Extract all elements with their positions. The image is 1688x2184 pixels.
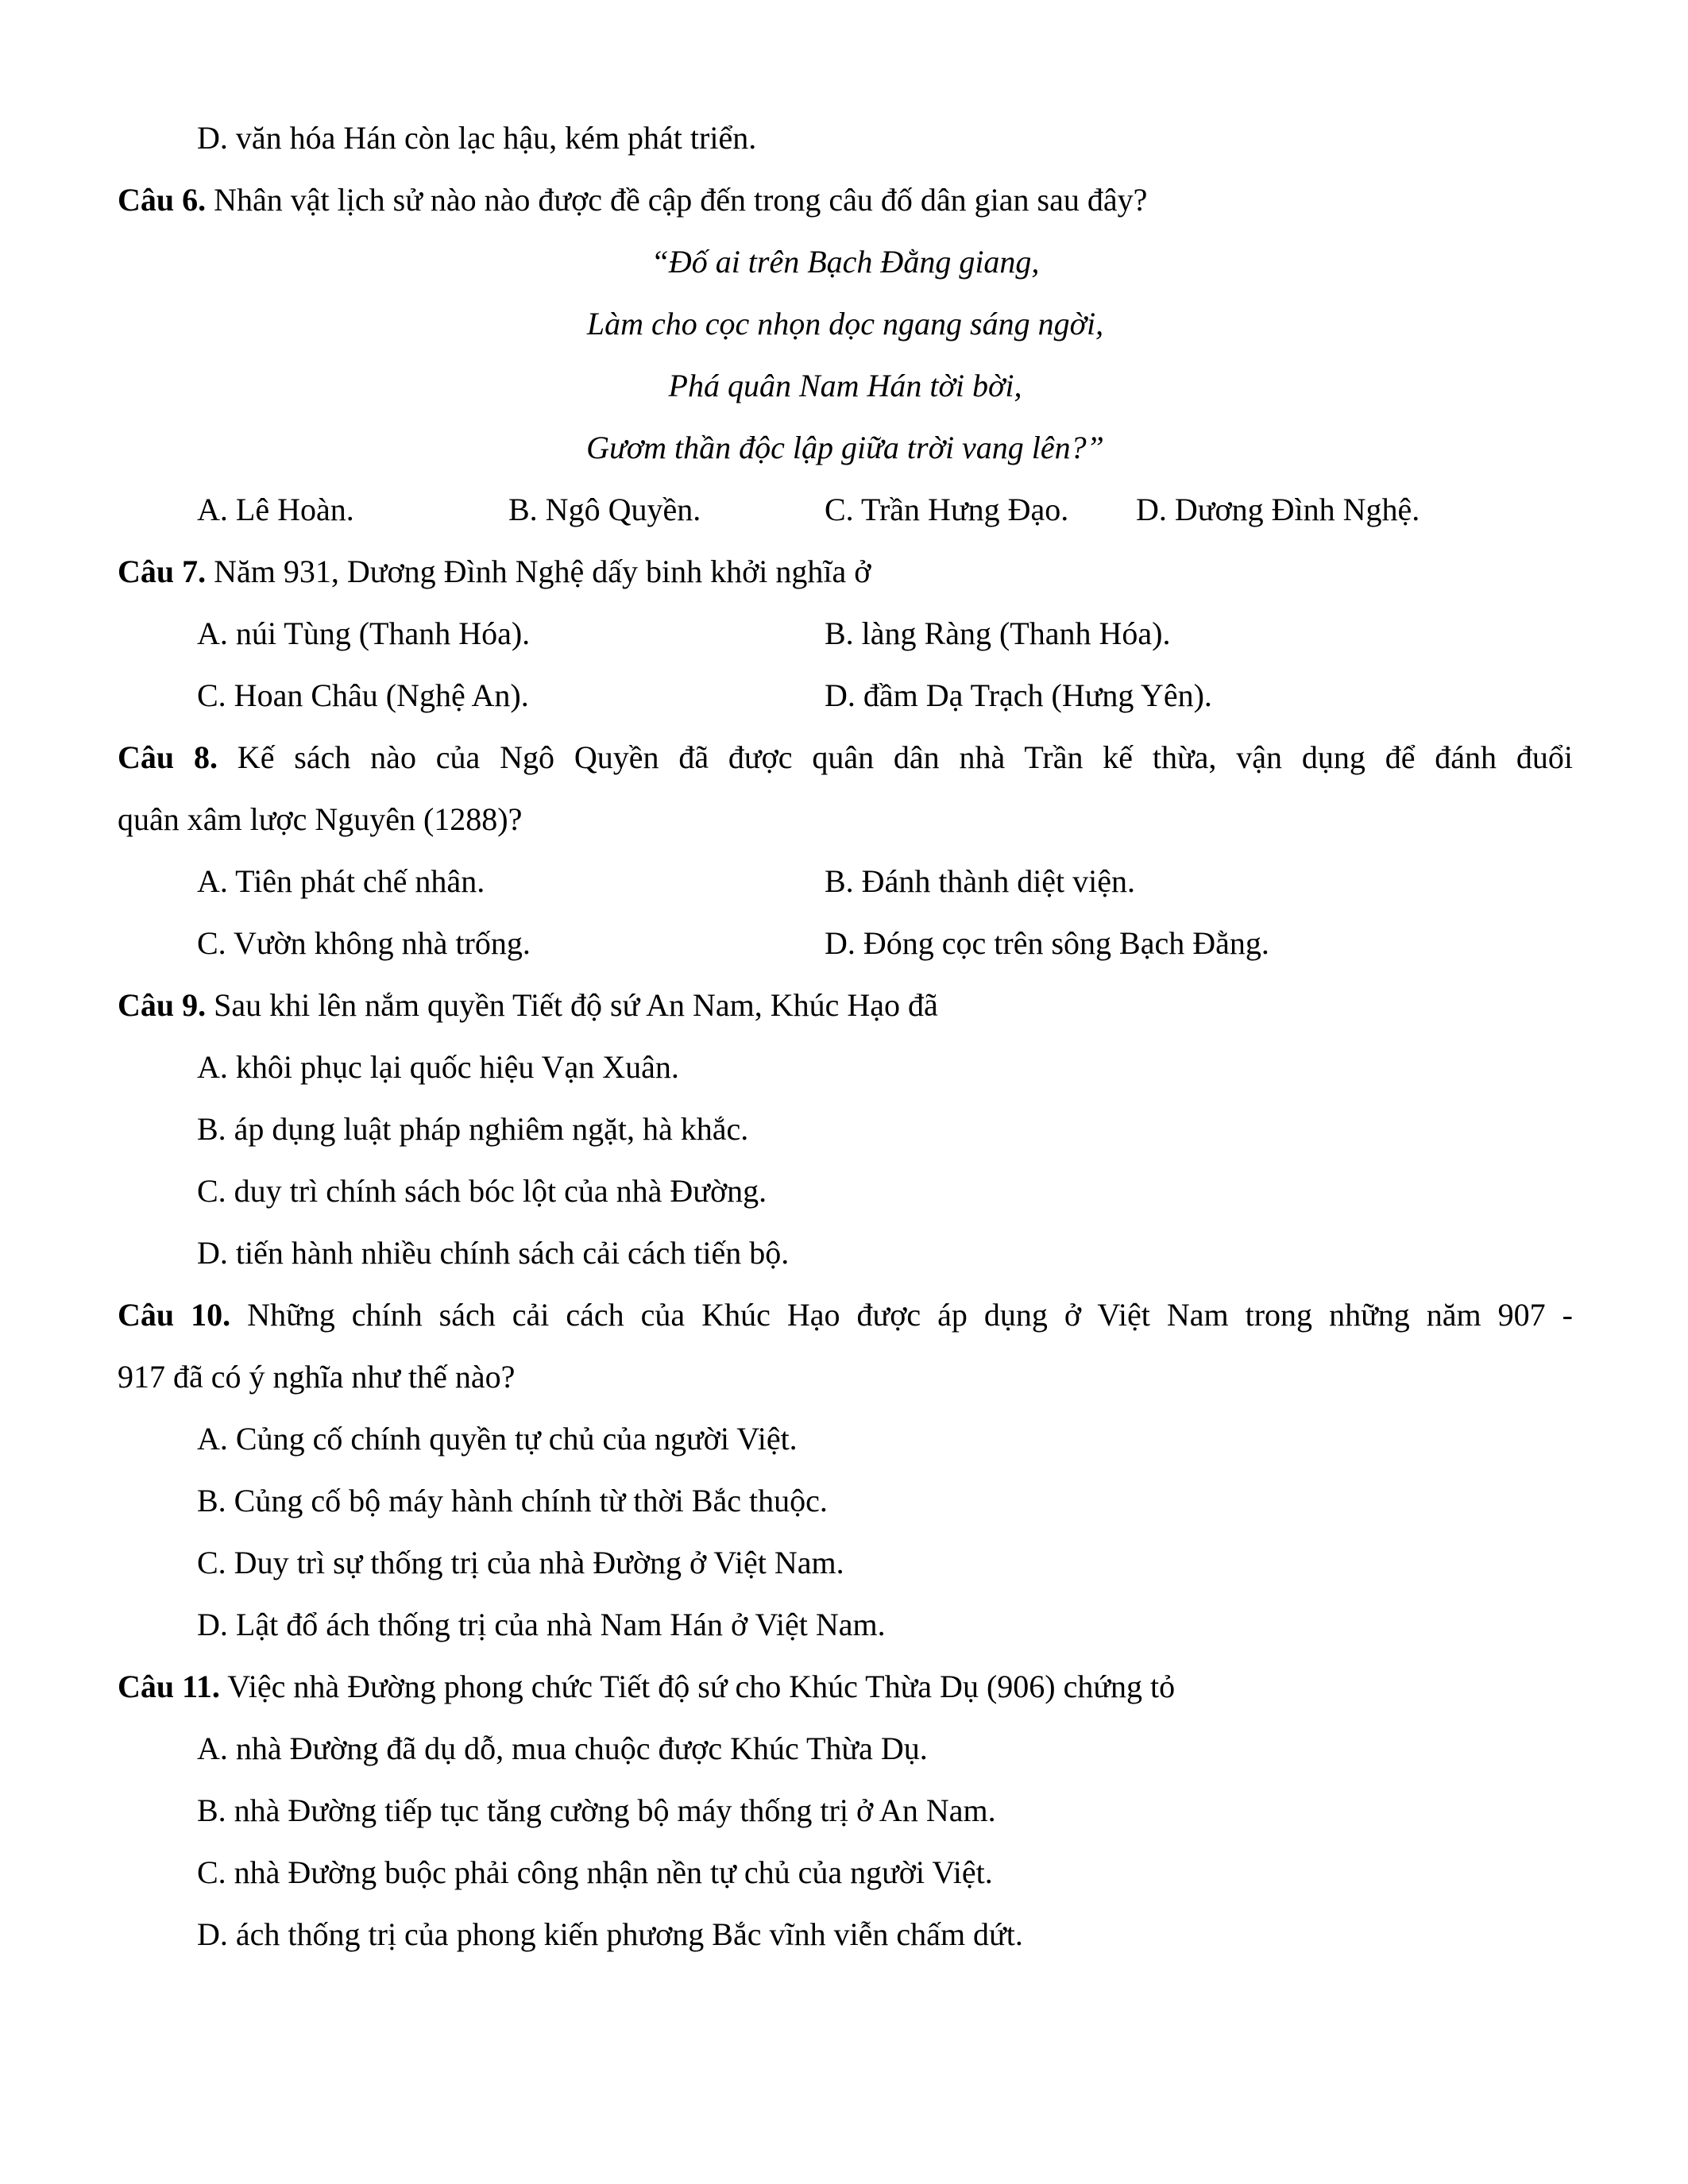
question-8-continued: quân xâm lược Nguyên (1288)? [118,801,523,837]
question-10 [118,1297,1573,1333]
q6-option-b: B. Ngô Quyền. [508,492,701,527]
question-11 [118,1669,1175,1705]
question-6 [118,182,1147,218]
q8-option-c: C. Vườn không nhà trống. [197,925,531,961]
question-text: Những chính sách cải cách của Khúc Hạo được áp dụng ở Việt Nam trong những năm 907 - [230,1297,1573,1333]
q6-option-c: C. Trần Hưng Đạo. [825,492,1069,527]
q10-option-b: B. Củng cố bộ máy hành chính từ thời Bắc thuộc. [197,1483,828,1518]
question-number: Câu 10. [118,1297,231,1333]
q6-option-d: D. Dương Đình Nghệ. [1136,492,1420,527]
q10-option-a: A. Củng cố chính quyền tự chủ của người Việt. [197,1421,798,1457]
question-number: Câu 7. [118,554,207,589]
question-text: Kế sách nào của Ngô Quyền đã được quân dân nhà Trần kế thừa, vận dụng để đánh đuổi [217,739,1573,775]
q7-option-a: A. núi Tùng (Thanh Hóa). [197,615,531,651]
poem-line-2: Làm cho cọc nhọn dọc ngang sáng ngời, [586,306,1104,341]
question-8 [118,739,1573,776]
question-text: Sau khi lên nắm quyền Tiết độ sứ An Nam, Khúc Hạo đã [206,987,938,1023]
question-number: Câu 11. [118,1669,220,1704]
q6-option-a: A. Lê Hoàn. [197,492,354,527]
q9-option-b: B. áp dụng luật pháp nghiêm ngặt, hà khắc. [197,1111,749,1147]
question-number: Câu 8. [118,739,218,775]
q11-option-c: C. nhà Đường buộc phải công nhận nền tự chủ của người Việt. [197,1854,993,1890]
q5-option-d: D. văn hóa Hán còn lạc hậu, kém phát triển. [197,120,757,156]
question-7 [118,554,871,590]
q11-option-d: D. ách thống trị của phong kiến phương Bắc vĩnh viễn chấm dứt. [197,1916,1023,1952]
poem-line-3: Phá quân Nam Hán tời bời, [668,368,1022,403]
q11-option-b: B. nhà Đường tiếp tục tăng cường bộ máy thống trị ở An Nam. [197,1792,996,1828]
poem-line-4: Gươm thần độc lập giữa trời vang lên?” [586,430,1104,465]
q9-option-a: A. khôi phục lại quốc hiệu Vạn Xuân. [197,1049,679,1085]
q11-option-a: A. nhà Đường đã dụ dỗ, mua chuộc được Khúc Thừa Dụ. [197,1731,928,1766]
q9-option-d: D. tiến hành nhiều chính sách cải cách tiến bộ. [197,1235,790,1271]
q10-option-c: C. Duy trì sự thống trị của nhà Đường ở Việt Nam. [197,1545,844,1580]
poem-line-1: “Đố ai trên Bạch Đằng giang, [651,244,1040,280]
q8-option-b: B. Đánh thành diệt viện. [825,863,1136,899]
q7-option-b: B. làng Ràng (Thanh Hóa). [825,615,1171,651]
q7-option-d: D. đầm Dạ Trạch (Hưng Yên). [825,677,1212,713]
q8-option-d: D. Đóng cọc trên sông Bạch Đằng. [825,925,1269,961]
question-text: Việc nhà Đường phong chức Tiết độ sứ cho Khúc Thừa Dụ (906) chứng tỏ [219,1669,1176,1704]
q10-option-d: D. Lật đổ ách thống trị của nhà Nam Hán ở Việt Nam. [197,1607,886,1642]
question-text: Nhân vật lịch sử nào nào được đề cập đến trong câu đố dân gian sau đây? [206,182,1148,218]
q7-option-c: C. Hoan Châu (Nghệ An). [197,677,529,713]
question-number: Câu 6. [118,182,207,218]
question-text: Năm 931, Dương Đình Nghệ dấy binh khởi nghĩa ở [206,554,871,589]
question-number: Câu 9. [118,987,207,1023]
q9-option-c: C. duy trì chính sách bóc lột của nhà Đường. [197,1173,767,1209]
question-10-continued: 917 đã có ý nghĩa như thế nào? [118,1359,516,1395]
question-9 [118,987,938,1024]
q8-option-a: A. Tiên phát chế nhân. [197,863,485,899]
